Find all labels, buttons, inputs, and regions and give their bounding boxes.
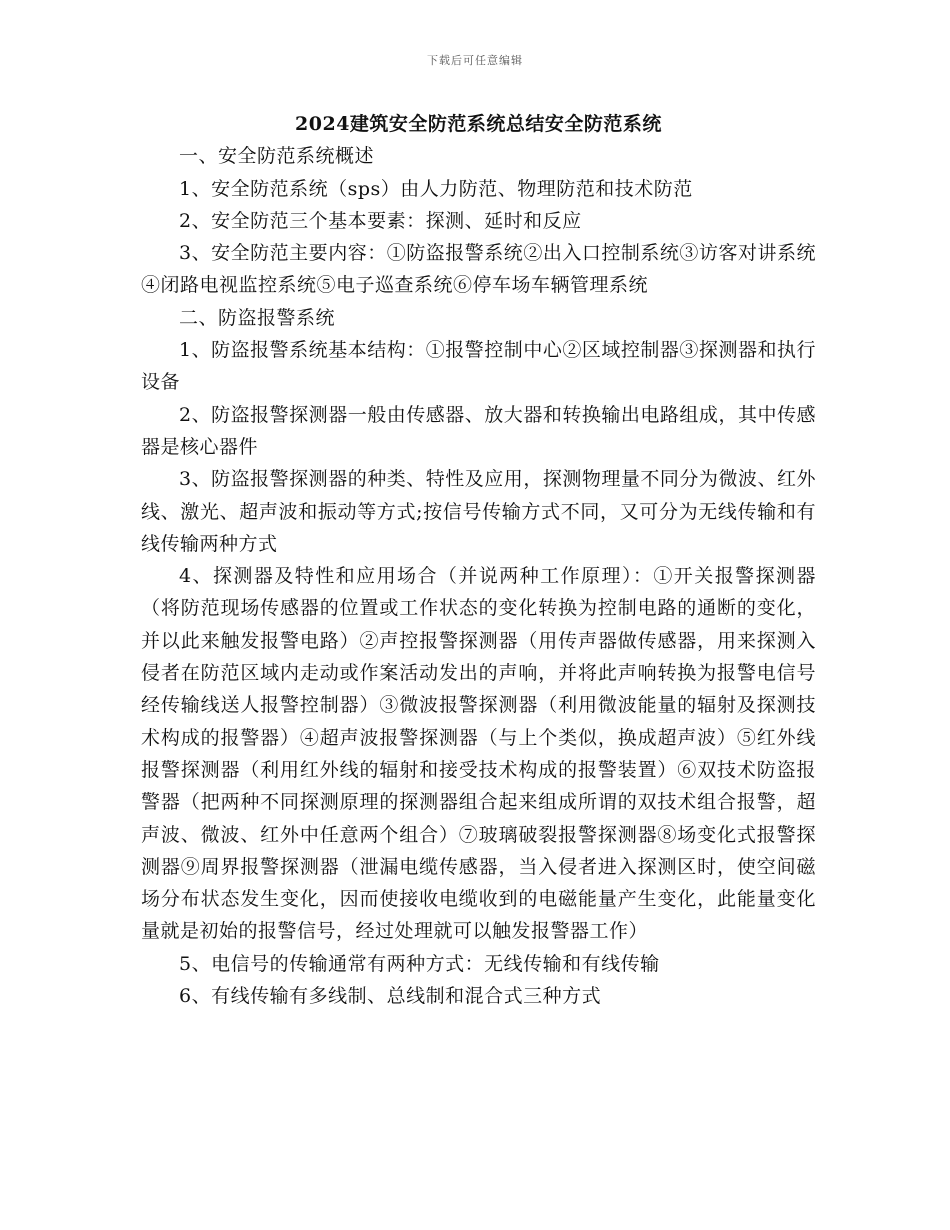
paragraph-item: 3、安全防范主要内容：①防盗报警系统②出入口控制系统③访客对讲系统④闭路电视监控系统⑤电子巡查系统⑥停车场车辆管理系统 xyxy=(141,242,816,297)
paragraph-item: 6、有线传输有多线制、总线制和混合式三种方式 xyxy=(179,985,602,1008)
paragraph-item: 5、电信号的传输通常有两种方式：无线传输和有线传输 xyxy=(179,952,660,975)
paragraph-item: 4、探测器及特性和应用场合（并说两种工作原理）：①开关报警探测器（将防范现场传感器的位置或工作状态的变化转换为控制电路的通断的变化，并以此来触发报警电路）②声控报警探测器（用传声器做传感器，用来探测入侵者在防范区域内走动或作案活动发出的声响，并将此声响转换为报警电信号经传输线送人报警控制器）③微波报警探测器（利用微波能量的辐射及探测技术构成的报警器）④超声波报警探测器（与上个类似，换成超声波）⑤红外线报警探测器（利用红外线的辐射和接受技术构成的报警装置）⑥双技术防盗报警器（把两种不同探测原理的探测器组合起来组成所谓的双技术组合报警，超声波、微波、红外中任意两个组合）⑦玻璃破裂报警探测器⑧场变化式报警探测器⑨周界报警探测器（泄漏电缆传感器，当入侵者进入探测区时，使空间磁场分布状态发生变化，因而使接收电缆收到的电磁能量产生变化，此能量变化量就是初始的报警信号，经过处理就可以触发报警器工作） xyxy=(141,565,816,943)
paragraph-item: 2、防盗报警探测器一般由传感器、放大器和转换输出电路组成，其中传感器是核心器件 xyxy=(141,403,816,458)
section-heading-alarm: 二、防盗报警系统 xyxy=(179,306,336,329)
page-header-note: 下载后可任意编辑 xyxy=(427,54,523,67)
document-body xyxy=(141,108,816,1012)
document-title: 2024建筑安全防范系统总结安全防范系统 xyxy=(295,113,662,135)
paragraph-item: 3、防盗报警探测器的种类、特性及应用，探测物理量不同分为微波、红外线、激光、超声波和振动等方式;按信号传输方式不同，又可分为无线传输和有线传输两种方式 xyxy=(141,468,816,555)
paragraph-item: 1、安全防范系统（sps）由人力防范、物理防范和技术防范 xyxy=(179,177,693,200)
paragraph-item: 1、防盗报警系统基本结构：①报警控制中心②区域控制器③探测器和执行设备 xyxy=(141,339,816,394)
paragraph-item: 2、安全防范三个基本要素：探测、延时和反应 xyxy=(179,209,582,232)
section-heading-overview: 一、安全防范系统概述 xyxy=(179,145,375,168)
